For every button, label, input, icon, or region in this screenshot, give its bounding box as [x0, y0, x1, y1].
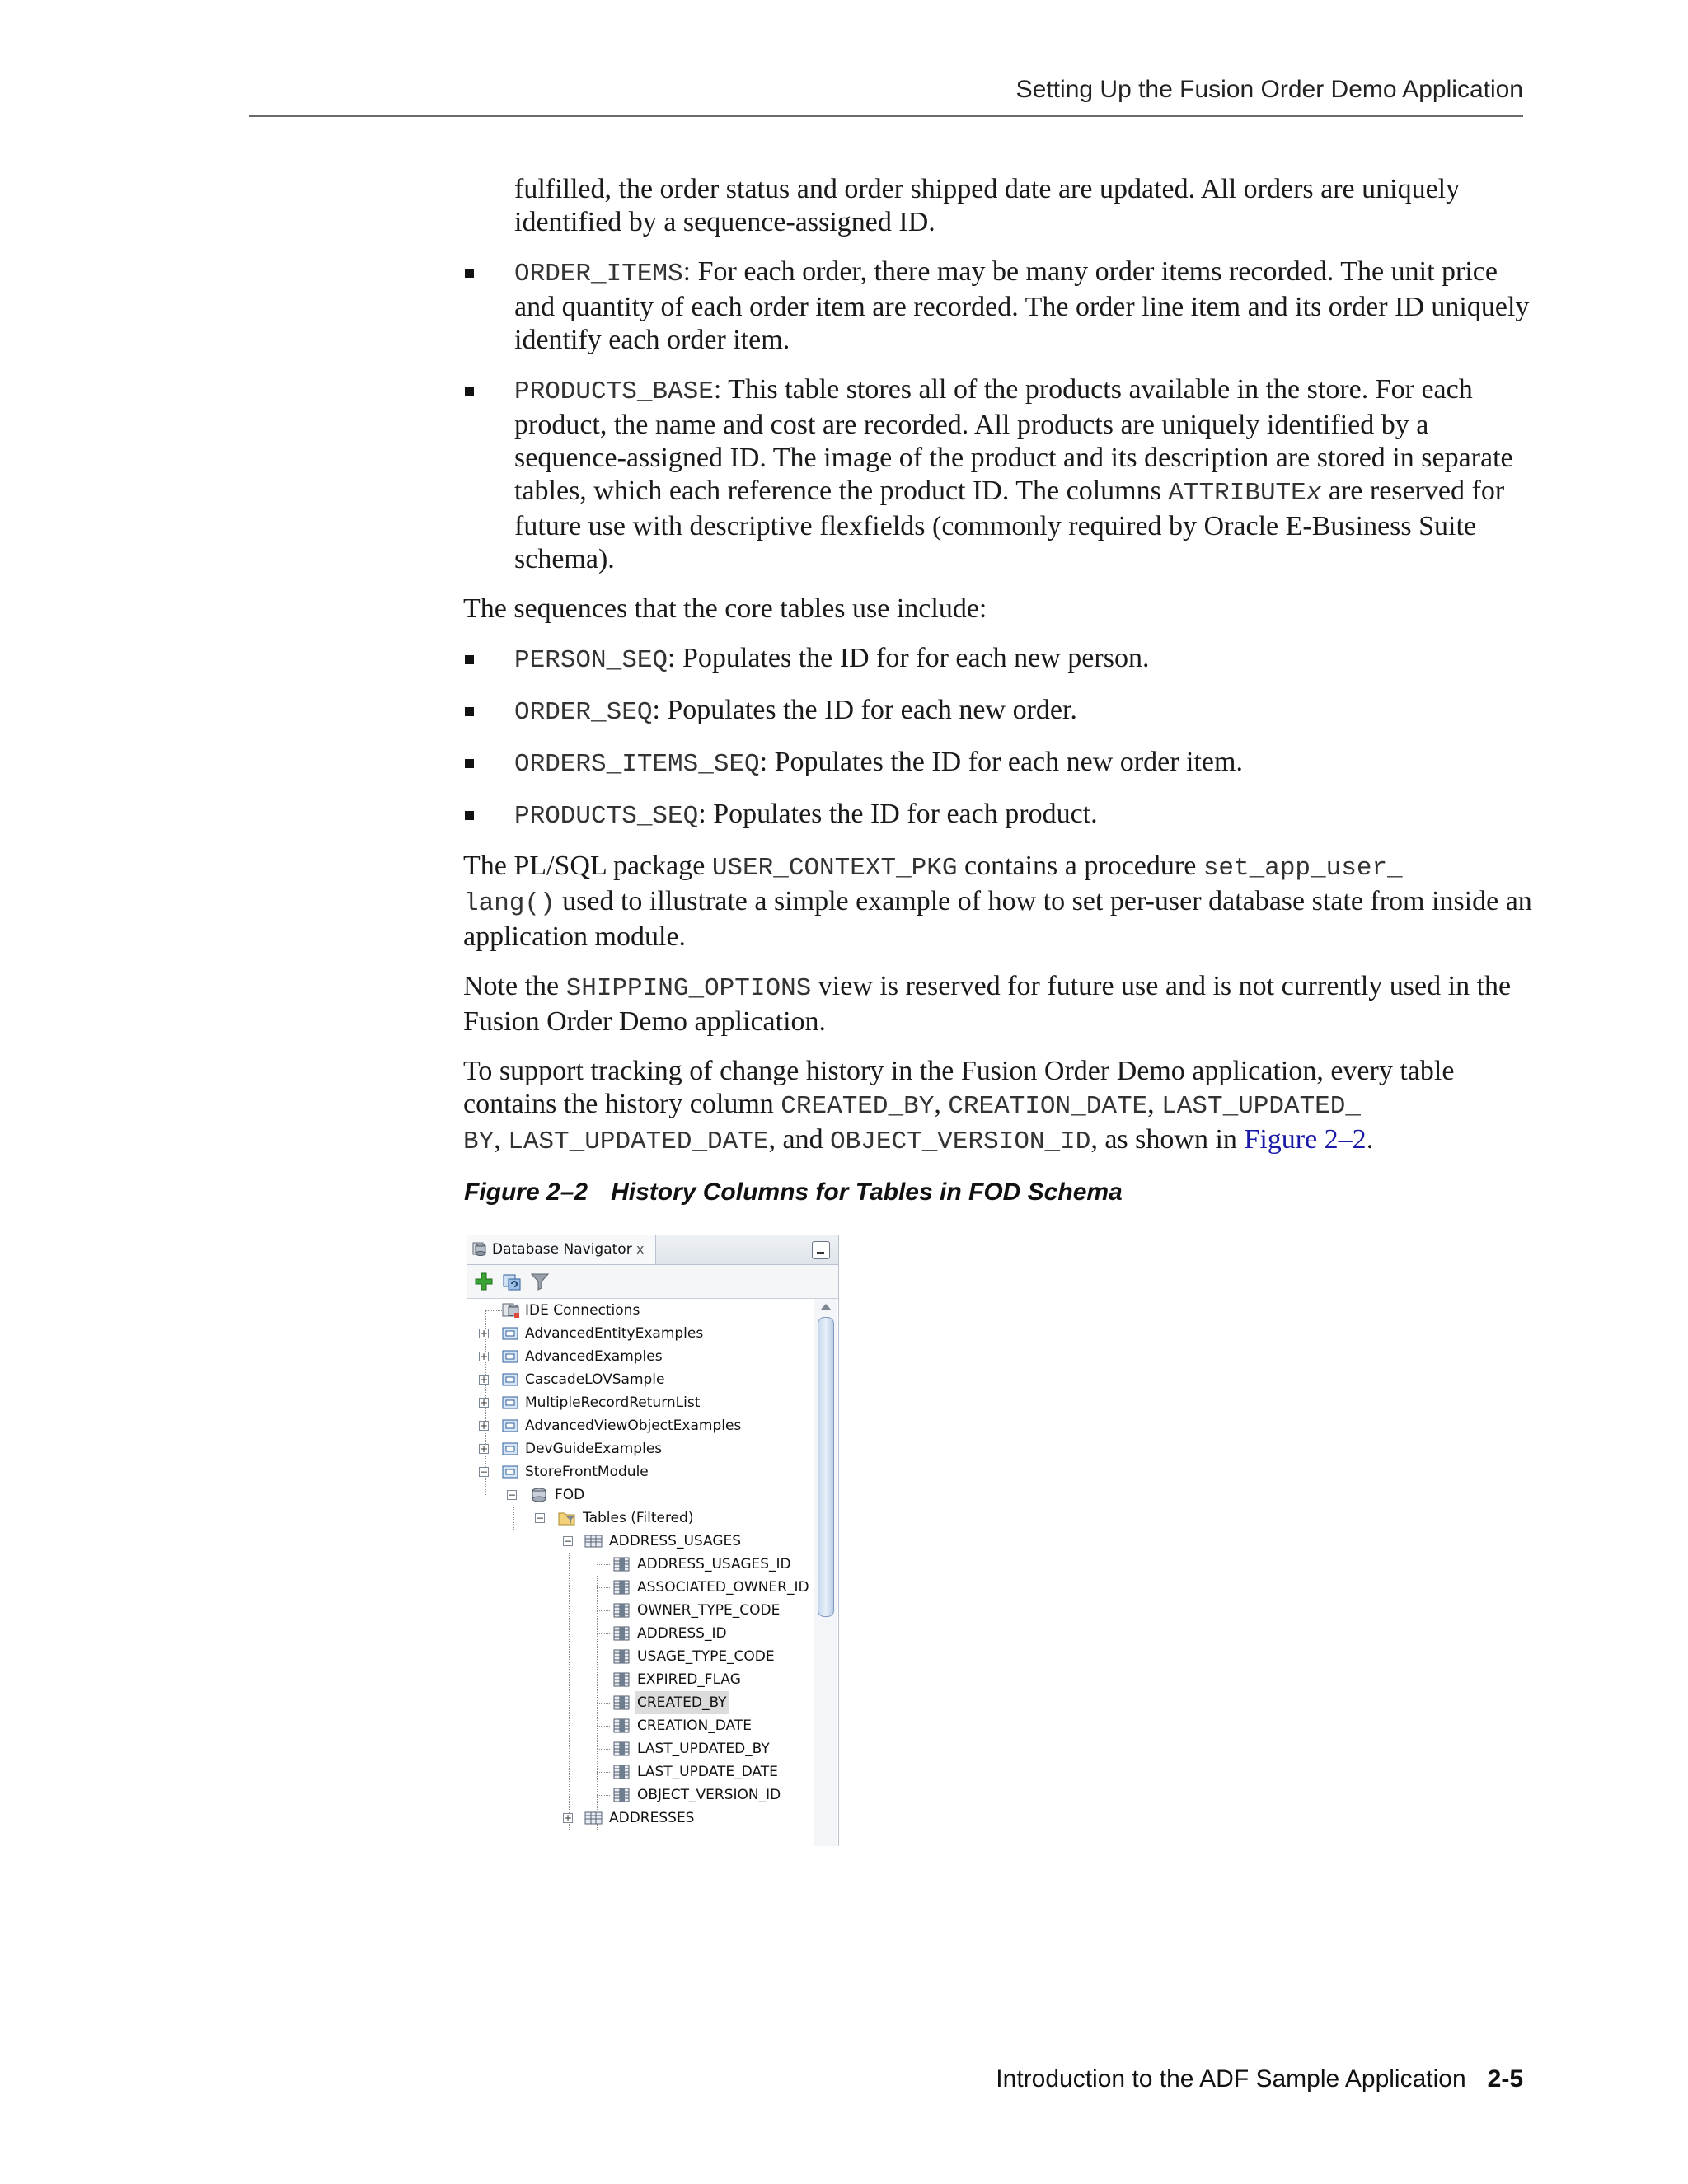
text-run: , and — [768, 1124, 831, 1155]
filtered-folder-icon — [558, 1510, 576, 1526]
expand-icon[interactable]: + — [480, 1420, 489, 1432]
column-name: CREATED_BY — [781, 1092, 935, 1121]
tree-node-label: USAGE_TYPE_CODE — [637, 1648, 775, 1665]
tree-guide — [597, 1633, 610, 1634]
tree-node-label: MultipleRecordReturnList — [525, 1394, 701, 1411]
text-run: , — [494, 1124, 509, 1155]
list-item — [514, 798, 1535, 833]
panel-tabbar — [467, 1235, 838, 1265]
tab-label: Database Navigator — [492, 1241, 632, 1258]
table-name: ORDER_ITEMS — [514, 260, 683, 288]
list-item — [514, 255, 1535, 357]
note-paragraph — [463, 970, 1535, 1038]
tree-node-label: AdvancedEntityExamples — [525, 1325, 704, 1342]
collapse-icon[interactable]: − — [508, 1489, 517, 1501]
text-run: view is reserved for future use and is not currently used in the Fusion Order Demo application. — [463, 971, 1512, 1037]
tree-guide — [485, 1310, 504, 1311]
connection-icon — [502, 1418, 520, 1434]
text-run: The PL/SQL package — [463, 851, 712, 881]
list-item-text: : Populates the ID for for each new person. — [668, 643, 1150, 673]
page-number: 2-5 — [1487, 2065, 1523, 2093]
close-icon[interactable]: x — [636, 1241, 645, 1257]
list-item-text: : Populates the ID for each product. — [698, 799, 1098, 829]
database-navigator-panel — [467, 1235, 839, 1846]
column-name: LAST_UPDATED_ — [1161, 1092, 1361, 1121]
text-run: , as shown in — [1090, 1124, 1245, 1155]
tree-node-label: StoreFrontModule — [525, 1464, 649, 1480]
column-icon — [612, 1648, 631, 1665]
tree-guide — [597, 1749, 610, 1750]
list-item-text: : Populates the ID for each new order. — [652, 695, 1077, 725]
figure-title: History Columns for Tables in FOD Schema — [611, 1179, 1123, 1206]
expand-icon[interactable]: + — [480, 1351, 489, 1362]
tree-guide — [569, 1553, 570, 1830]
tree-node-label: ADDRESS_USAGES_ID — [637, 1556, 791, 1572]
column-name: LAST_UPDATED_DATE — [508, 1127, 769, 1156]
figure-link[interactable]: Figure 2–2 — [1244, 1124, 1367, 1155]
bullet-marker — [465, 759, 474, 768]
column-icon — [612, 1602, 631, 1619]
connection-icon — [502, 1394, 520, 1411]
text-run: To support tracking of change history in the Fusion Order Demo application, every table contains the history column — [463, 1056, 1455, 1119]
navigator-toolbar — [467, 1265, 838, 1299]
tree-node-label: IDE Connections — [525, 1302, 640, 1319]
tree-guide — [597, 1587, 610, 1588]
sequence-name: ORDER_SEQ — [514, 698, 653, 727]
bullet-marker — [465, 655, 474, 664]
tree-node-label: EXPIRED_FLAG — [637, 1671, 741, 1688]
package-name: USER_CONTEXT_PKG — [711, 854, 958, 883]
column-icon — [612, 1556, 631, 1572]
tree-guide — [597, 1795, 610, 1796]
connection-icon — [502, 1371, 520, 1388]
filter-icon[interactable] — [530, 1272, 550, 1291]
procedure-name-cont: lang() — [463, 889, 556, 918]
bullet-marker — [465, 387, 474, 396]
scroll-up-icon[interactable] — [820, 1304, 832, 1310]
bullet-marker — [465, 811, 474, 820]
column-icon — [612, 1718, 631, 1734]
tree-node-label: LAST_UPDATED_BY — [637, 1741, 770, 1757]
list-item — [514, 373, 1535, 576]
minimize-button[interactable] — [812, 1241, 830, 1259]
connection-icon — [502, 1348, 520, 1365]
bullet-marker — [465, 707, 474, 716]
list-item — [514, 746, 1535, 781]
body-text — [463, 173, 1535, 1175]
figure-number: Figure 2–2 — [464, 1179, 588, 1206]
connection-tree — [467, 1299, 814, 1846]
text-run: Note the — [463, 971, 566, 1001]
column-name: CREATION_DATE — [948, 1092, 1148, 1121]
connection-icon — [502, 1325, 520, 1342]
tree-node-label: OBJECT_VERSION_ID — [637, 1787, 781, 1803]
tree-node-label: OWNER_TYPE_CODE — [637, 1602, 781, 1619]
column-icon — [612, 1787, 631, 1803]
collapse-icon[interactable]: − — [480, 1466, 489, 1478]
collapse-icon[interactable]: − — [564, 1535, 573, 1547]
tree-node-label: CREATION_DATE — [637, 1718, 752, 1734]
table-icon — [584, 1810, 603, 1826]
list-item-text: : Populates the ID for each new order item. — [759, 747, 1243, 777]
running-header: Setting Up the Fusion Order Demo Application — [1015, 76, 1523, 103]
scroll-thumb[interactable] — [818, 1317, 834, 1617]
column-name-cont: BY — [463, 1127, 495, 1156]
table-name: PRODUCTS_BASE — [514, 377, 714, 406]
expand-icon[interactable]: + — [480, 1374, 489, 1385]
expand-icon[interactable]: + — [480, 1328, 489, 1339]
list-item-text-end: are reserved for future use with descriptive flexfields (commonly required by Oracle E-Business Suite schema). — [514, 476, 1505, 574]
list-item-text: : For each order, there may be many order items recorded. The unit price and quantity of each order item are recorded. The order line item and its order ID uniquely identify each order item. — [514, 256, 1530, 355]
connection-icon — [502, 1441, 520, 1457]
tree-guide — [597, 1564, 610, 1565]
text-run: . — [1366, 1124, 1374, 1155]
bullet-marker — [465, 269, 474, 278]
book-title: Introduction to the ADF Sample Application — [996, 2065, 1466, 2093]
text-run: contains a procedure — [957, 851, 1203, 881]
tree-node-label: AdvancedViewObjectExamples — [525, 1418, 742, 1434]
database-schema-icon — [530, 1487, 548, 1503]
procedure-name: set_app_user_ — [1203, 854, 1403, 883]
view-name: SHIPPING_OPTIONS — [565, 974, 812, 1003]
figure-caption — [464, 1179, 1123, 1207]
header-rule — [249, 115, 1523, 117]
text-run: , — [934, 1089, 949, 1119]
tree-guide — [597, 1772, 610, 1773]
connection-icon — [502, 1464, 520, 1480]
tree-node-label: LAST_UPDATE_DATE — [637, 1764, 778, 1780]
list-item — [514, 642, 1535, 677]
column-icon — [612, 1764, 631, 1780]
refresh-connections-icon[interactable] — [502, 1272, 522, 1291]
history-paragraph — [463, 1055, 1535, 1159]
page-footer — [996, 2065, 1523, 2093]
add-icon[interactable] — [474, 1272, 494, 1291]
column-icon — [612, 1694, 631, 1711]
sequences-intro: The sequences that the core tables use include: — [463, 593, 987, 624]
expand-icon[interactable]: + — [480, 1397, 489, 1408]
column-icon — [612, 1579, 631, 1596]
tree-node-label: ASSOCIATED_OWNER_ID — [637, 1579, 809, 1596]
column-icon — [612, 1625, 631, 1642]
plsql-paragraph — [463, 850, 1535, 954]
sequence-name: ORDERS_ITEMS_SEQ — [514, 750, 760, 779]
tree-guide — [597, 1703, 610, 1704]
tree-node-label: ADDRESS_ID — [637, 1625, 727, 1642]
column-name: OBJECT_VERSION_ID — [830, 1127, 1091, 1156]
sequence-name: PRODUCTS_SEQ — [514, 802, 699, 831]
tree-node-label: AdvancedExamples — [525, 1348, 663, 1365]
vertical-scrollbar[interactable] — [814, 1299, 837, 1846]
database-navigator-icon — [472, 1241, 487, 1256]
expand-icon[interactable]: + — [480, 1443, 489, 1455]
column-name-variable: x — [1306, 479, 1322, 508]
table-icon — [584, 1533, 603, 1549]
tree-node-label: CREATED_BY — [635, 1691, 729, 1714]
tree-node-label: CascadeLOVSample — [525, 1371, 665, 1388]
list-item-text: : This table stores all of the products available in the store. For each product, the name and cost are recorded. All products are uniquely identified by a sequence-assigned ID. The image of the product and its description are stored in separate tables, which each reference the product ID. The columns — [514, 374, 1513, 506]
database-connections-icon — [502, 1302, 520, 1319]
continued-paragraph: fulfilled, the order status and order shipped date are updated. All orders are uniquely identified by a sequence-assigned ID. — [514, 174, 1461, 237]
tree-node-label: ADDRESSES — [609, 1810, 695, 1826]
tree-guide — [597, 1610, 610, 1611]
expand-icon[interactable]: + — [564, 1812, 573, 1824]
column-icon — [612, 1741, 631, 1757]
column-icon — [612, 1671, 631, 1688]
tree-node-label: ADDRESS_USAGES — [609, 1533, 742, 1549]
collapse-icon[interactable]: − — [536, 1512, 545, 1524]
database-navigator-tab[interactable] — [467, 1235, 656, 1264]
text-run: , — [1147, 1089, 1162, 1119]
tree-node-label: Tables (Filtered) — [583, 1510, 694, 1526]
text-run: used to illustrate a simple example of how to set per-user database state from inside an application module. — [463, 886, 1532, 952]
tree-node-label: DevGuideExamples — [525, 1441, 663, 1457]
tree-guide — [513, 1507, 514, 1530]
tree-guide — [597, 1726, 610, 1727]
column-name: ATTRIBUTE — [1168, 479, 1306, 508]
list-item — [514, 694, 1535, 729]
tree-node-label: FOD — [555, 1487, 585, 1503]
sequence-name: PERSON_SEQ — [514, 646, 668, 675]
